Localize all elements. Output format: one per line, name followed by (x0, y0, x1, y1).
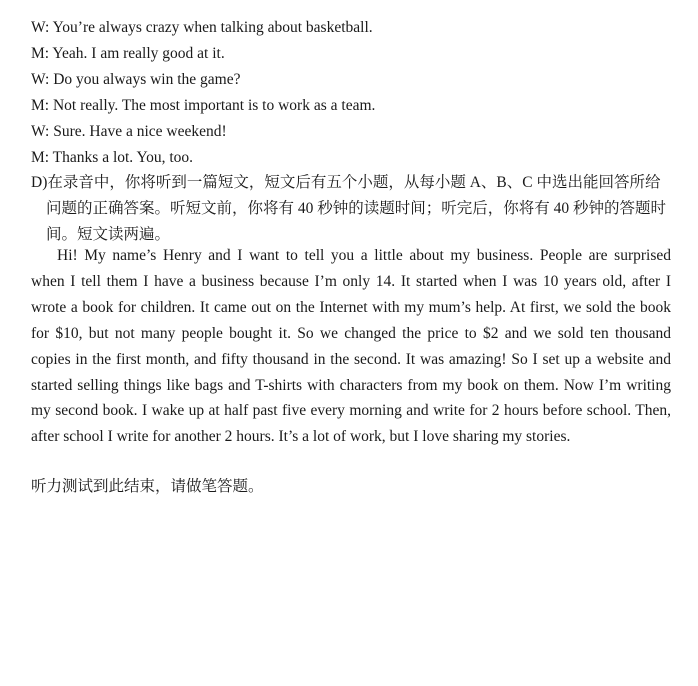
instruction-line: 间。短文读两遍。 (46, 226, 171, 243)
instruction-line: D)在录音中，你将听到一篇短文，短文后有五个小题，从每小题 A、B、C 中选出能回答所给 (31, 174, 661, 191)
passage-line: for $10, but not many people bought it. So we changed the price to $2 and we sold ten thousand (31, 324, 671, 342)
section-d-instructions (31, 170, 671, 248)
passage-line: my second book. I wake up at half past five every morning and write for 2 hours before school. Then, (31, 402, 671, 420)
passage-line: copies in the first month, and fifty thousand in the second. It was amazing! So I set up a website and (31, 350, 671, 368)
dialogue-line: M: Not really. The most important is to work as a team. (31, 97, 376, 114)
dialogue-line: W: You’re always crazy when talking about basketball. (31, 19, 373, 36)
passage-line: after school I write for another 2 hours. It’s a lot of work, but I love sharing my stories. (31, 428, 571, 446)
passage-line: wrote a book for children. It came out on the Internet with my mum’s help. At first, we sold the book (31, 298, 671, 316)
dialogue-line: W: Sure. Have a nice weekend! (31, 123, 227, 140)
dialogue-line: W: Do you always win the game? (31, 71, 241, 88)
dialogue-line: M: Thanks a lot. You, too. (31, 149, 194, 166)
instruction-line: 问题的正确答案。听短文前，你将有 40 秒钟的读题时间；听完后，你将有 40 秒钟的答题时 (46, 200, 667, 217)
end-note: 听力测试到此结束，请做笔答题。 (31, 478, 264, 495)
dialogue-line: M: Yeah. I am really good at it. (31, 45, 225, 62)
passage (31, 243, 671, 450)
passage-line: Hi! My name’s Henry and I want to tell you a little about my business. People are surprised (57, 247, 671, 264)
passage-line: when I tell them I have a business because I’m only 14. It started when I was 10 years old, after I (31, 272, 671, 290)
passage-line: started selling things like bags and T-shirts with characters from my book on them. Now I’m writing (31, 376, 671, 394)
